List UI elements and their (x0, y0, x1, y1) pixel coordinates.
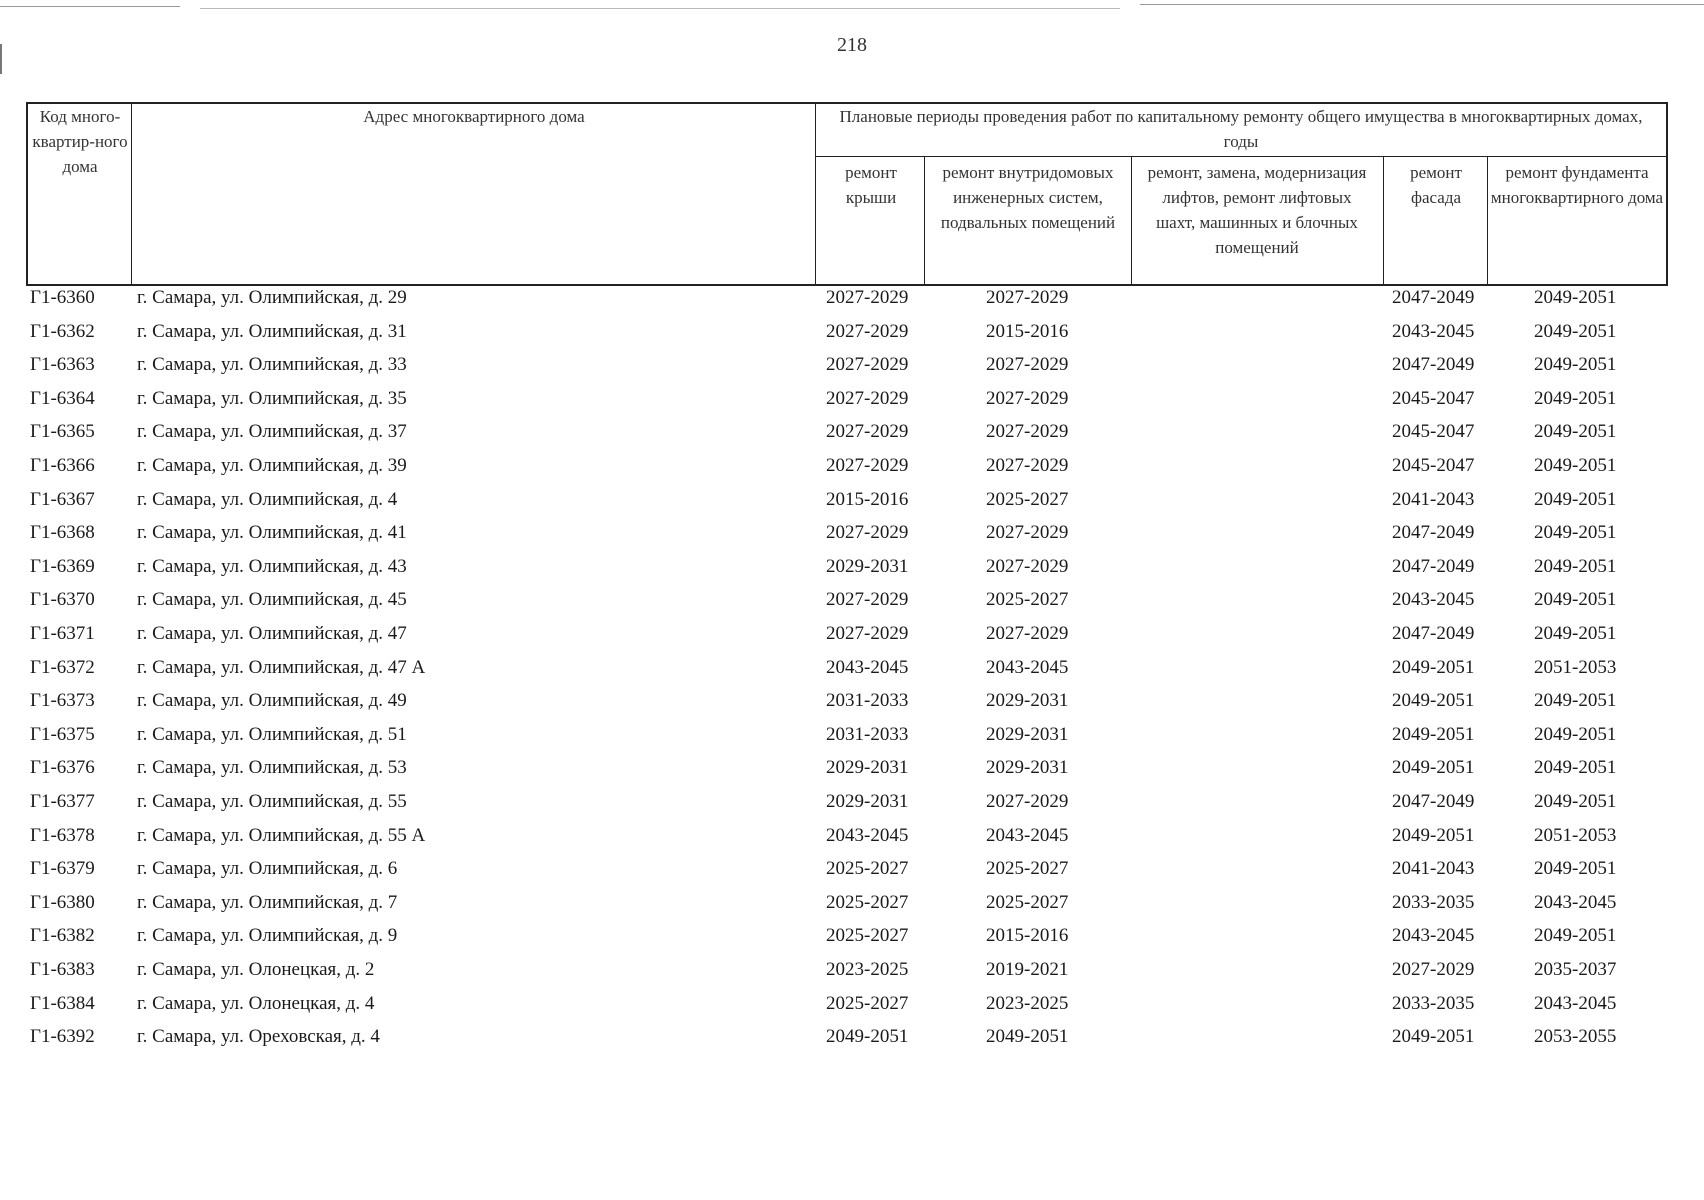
cell-code: Г1-6382 (30, 925, 95, 947)
cell-facade: 2041-2043 (1392, 858, 1475, 880)
cell-address: г. Самара, ул. Олимпийская, д. 37 (137, 421, 407, 443)
cell-roof: 2027-2029 (826, 354, 909, 376)
cell-roof: 2025-2027 (826, 858, 909, 880)
cell-facade: 2049-2051 (1392, 1026, 1475, 1048)
cell-address: г. Самара, ул. Олимпийская, д. 55 А (137, 824, 426, 846)
cell-facade: 2049-2051 (1392, 656, 1475, 678)
cell-address: г. Самара, ул. Ореховская, д. 4 (137, 1026, 380, 1048)
table-row (0, 521, 1704, 554)
cell-code: Г1-6368 (30, 522, 95, 544)
cell-roof: 2027-2029 (826, 589, 909, 611)
cell-foundation: 2049-2051 (1534, 757, 1617, 779)
table-row (0, 555, 1704, 588)
cell-address: г. Самара, ул. Олимпийская, д. 41 (137, 522, 407, 544)
cell-address: г. Самара, ул. Олимпийская, д. 47 (137, 623, 407, 644)
cell-code: Г1-6379 (30, 858, 95, 880)
cell-address: г. Самара, ул. Олимпийская, д. 39 (137, 455, 407, 476)
cell-systems: 2027-2029 (986, 623, 1069, 644)
cell-roof: 2025-2027 (826, 891, 909, 913)
cell-systems: 2019-2021 (986, 959, 1069, 980)
table-row (0, 924, 1704, 957)
cell-facade: 2047-2049 (1392, 522, 1475, 544)
cell-roof: 2031-2033 (826, 723, 909, 745)
cell-facade: 2043-2045 (1392, 320, 1475, 342)
header-divider-address (815, 102, 816, 286)
cell-facade: 2047-2049 (1392, 623, 1475, 644)
header-divider-roof (924, 156, 925, 286)
table-row (0, 622, 1704, 655)
header-divider-systems (1131, 156, 1132, 286)
table-row (0, 420, 1704, 453)
scan-line-top-middle (200, 8, 1120, 9)
table-row (0, 454, 1704, 487)
header-divider-lifts (1383, 156, 1384, 286)
cell-code: Г1-6377 (30, 791, 95, 812)
cell-address: г. Самара, ул. Олимпийская, д. 45 (137, 589, 407, 611)
cell-code: Г1-6362 (30, 320, 95, 342)
cell-foundation: 2049-2051 (1534, 791, 1617, 812)
cell-address: г. Самара, ул. Олимпийская, д. 35 (137, 387, 407, 409)
cell-systems: 2025-2027 (986, 488, 1069, 510)
header-roof: ремонт крыши (845, 163, 897, 207)
cell-foundation: 2049-2051 (1534, 387, 1617, 409)
cell-facade: 2045-2047 (1392, 455, 1475, 476)
scan-line-top-left (0, 6, 180, 7)
cell-code: Г1-6363 (30, 354, 95, 376)
cell-facade: 2047-2049 (1392, 791, 1475, 812)
cell-systems: 2043-2045 (986, 656, 1069, 678)
header-border-left (26, 102, 28, 286)
cell-foundation: 2049-2051 (1534, 455, 1617, 476)
cell-address: г. Самара, ул. Олонецкая, д. 4 (137, 992, 375, 1014)
table-row (0, 857, 1704, 890)
cell-address: г. Самара, ул. Олимпийская, д. 6 (137, 858, 398, 880)
table-row (0, 320, 1704, 353)
cell-roof: 2023-2025 (826, 959, 909, 980)
cell-foundation: 2049-2051 (1534, 421, 1617, 443)
cell-roof: 2029-2031 (826, 757, 909, 779)
cell-foundation: 2049-2051 (1534, 555, 1617, 577)
cell-address: г. Самара, ул. Олимпийская, д. 29 (137, 287, 407, 308)
cell-systems: 2029-2031 (986, 723, 1069, 745)
cell-facade: 2041-2043 (1392, 488, 1475, 510)
cell-systems: 2029-2031 (986, 690, 1069, 712)
cell-code: Г1-6365 (30, 421, 95, 443)
cell-address: г. Самара, ул. Олимпийская, д. 47 А (137, 656, 426, 678)
cell-code: Г1-6378 (30, 824, 95, 846)
cell-systems: 2027-2029 (986, 455, 1069, 476)
cell-code: Г1-6373 (30, 690, 95, 712)
table-row (0, 992, 1704, 1025)
cell-roof: 2025-2027 (826, 992, 909, 1014)
cell-address: г. Самара, ул. Олимпийская, д. 7 (137, 891, 398, 913)
cell-code: Г1-6360 (30, 287, 95, 308)
cell-facade: 2049-2051 (1392, 723, 1475, 745)
table-row (0, 588, 1704, 621)
header-lifts: ремонт, замена, модернизация лифтов, ремонт лифтовых шахт, машинных и блочных помещений (1147, 163, 1367, 257)
cell-roof: 2029-2031 (826, 791, 909, 812)
cell-facade: 2047-2049 (1392, 354, 1475, 376)
cell-facade: 2033-2035 (1392, 992, 1475, 1014)
cell-systems: 2027-2029 (986, 791, 1069, 812)
cell-address: г. Самара, ул. Олонецкая, д. 2 (137, 959, 375, 980)
cell-foundation: 2049-2051 (1534, 690, 1617, 712)
table-row (0, 1025, 1704, 1058)
cell-roof: 2043-2045 (826, 656, 909, 678)
cell-foundation: 2049-2051 (1534, 623, 1617, 644)
table-row (0, 387, 1704, 420)
cell-roof: 2029-2031 (826, 555, 909, 577)
cell-foundation: 2049-2051 (1534, 858, 1617, 880)
cell-address: г. Самара, ул. Олимпийская, д. 9 (137, 925, 398, 947)
table-row (0, 756, 1704, 789)
header-systems: ремонт внутридомовых инженерных систем, подвальных помещений (940, 163, 1116, 232)
cell-systems: 2049-2051 (986, 1026, 1069, 1048)
cell-foundation: 2049-2051 (1534, 723, 1617, 745)
scan-line-top-right (1140, 4, 1704, 5)
cell-roof: 2043-2045 (826, 824, 909, 846)
header-divider-code (131, 102, 132, 286)
cell-roof: 2027-2029 (826, 421, 909, 443)
table-row (0, 286, 1704, 319)
cell-code: Г1-6375 (30, 723, 95, 745)
cell-roof: 2027-2029 (826, 320, 909, 342)
table-row (0, 353, 1704, 386)
cell-systems: 2027-2029 (986, 421, 1069, 443)
cell-systems: 2015-2016 (986, 320, 1069, 342)
cell-systems: 2029-2031 (986, 757, 1069, 779)
cell-foundation: 2049-2051 (1534, 320, 1617, 342)
table-row (0, 824, 1704, 857)
cell-facade: 2049-2051 (1392, 757, 1475, 779)
cell-roof: 2027-2029 (826, 522, 909, 544)
cell-roof: 2027-2029 (826, 623, 909, 644)
cell-roof: 2027-2029 (826, 387, 909, 409)
cell-code: Г1-6367 (30, 488, 95, 510)
cell-facade: 2049-2051 (1392, 824, 1475, 846)
cell-foundation: 2043-2045 (1534, 992, 1617, 1014)
cell-roof: 2027-2029 (826, 287, 909, 308)
cell-systems: 2027-2029 (986, 522, 1069, 544)
cell-code: Г1-6364 (30, 387, 95, 409)
header-border-right (1666, 102, 1668, 286)
header-address: Адрес многоквартирного дома (363, 107, 585, 126)
cell-facade: 2045-2047 (1392, 387, 1475, 409)
cell-foundation: 2035-2037 (1534, 959, 1617, 980)
table-row (0, 891, 1704, 924)
cell-foundation: 2049-2051 (1534, 925, 1617, 947)
cell-systems: 2025-2027 (986, 589, 1069, 611)
cell-code: Г1-6376 (30, 757, 95, 779)
header-foundation: ремонт фундамента многоквартирного дома (1490, 163, 1664, 207)
cell-foundation: 2043-2045 (1534, 891, 1617, 913)
cell-roof: 2015-2016 (826, 488, 909, 510)
table-row (0, 656, 1704, 689)
cell-foundation: 2051-2053 (1534, 824, 1617, 846)
header-divider-periods (815, 156, 1668, 157)
cell-code: Г1-6392 (30, 1026, 95, 1048)
cell-foundation: 2049-2051 (1534, 488, 1617, 510)
cell-roof: 2031-2033 (826, 690, 909, 712)
cell-systems: 2025-2027 (986, 891, 1069, 913)
cell-foundation: 2049-2051 (1534, 589, 1617, 611)
cell-facade: 2047-2049 (1392, 287, 1475, 308)
cell-foundation: 2049-2051 (1534, 287, 1617, 308)
cell-systems: 2027-2029 (986, 287, 1069, 308)
table-row (0, 689, 1704, 722)
cell-address: г. Самара, ул. Олимпийская, д. 55 (137, 791, 407, 812)
table-row (0, 958, 1704, 991)
cell-foundation: 2053-2055 (1534, 1026, 1617, 1048)
cell-foundation: 2049-2051 (1534, 522, 1617, 544)
cell-address: г. Самара, ул. Олимпийская, д. 4 (137, 488, 398, 510)
cell-code: Г1-6366 (30, 455, 95, 476)
cell-code: Г1-6372 (30, 656, 95, 678)
cell-facade: 2033-2035 (1392, 891, 1475, 913)
cell-facade: 2043-2045 (1392, 925, 1475, 947)
cell-address: г. Самара, ул. Олимпийская, д. 53 (137, 757, 407, 779)
page-number: 218 (837, 34, 867, 56)
cell-code: Г1-6380 (30, 891, 95, 913)
cell-systems: 2027-2029 (986, 555, 1069, 577)
cell-address: г. Самара, ул. Олимпийская, д. 49 (137, 690, 407, 712)
cell-code: Г1-6371 (30, 623, 95, 644)
cell-systems: 2025-2027 (986, 858, 1069, 880)
cell-foundation: 2051-2053 (1534, 656, 1617, 678)
cell-facade: 2043-2045 (1392, 589, 1475, 611)
cell-address: г. Самара, ул. Олимпийская, д. 43 (137, 555, 407, 577)
table-row (0, 488, 1704, 521)
cell-code: Г1-6383 (30, 959, 95, 980)
header-code: Код много-квартир-ного дома (32, 107, 128, 176)
cell-code: Г1-6384 (30, 992, 95, 1014)
header-periods: Плановые периоды проведения работ по капитальному ремонту общего имущества в многоквартирных домах, годы (839, 107, 1643, 151)
cell-systems: 2015-2016 (986, 925, 1069, 947)
cell-facade: 2027-2029 (1392, 959, 1475, 980)
cell-systems: 2027-2029 (986, 387, 1069, 409)
cell-foundation: 2049-2051 (1534, 354, 1617, 376)
cell-facade: 2047-2049 (1392, 555, 1475, 577)
cell-facade: 2045-2047 (1392, 421, 1475, 443)
cell-address: г. Самара, ул. Олимпийская, д. 33 (137, 354, 407, 376)
cell-roof: 2025-2027 (826, 925, 909, 947)
cell-systems: 2027-2029 (986, 354, 1069, 376)
cell-address: г. Самара, ул. Олимпийская, д. 51 (137, 723, 407, 745)
cell-code: Г1-6370 (30, 589, 95, 611)
cell-roof: 2049-2051 (826, 1026, 909, 1048)
table-header (26, 102, 1668, 286)
table-row (0, 723, 1704, 756)
cell-systems: 2023-2025 (986, 992, 1069, 1014)
table-row (0, 790, 1704, 823)
header-facade: ремонт фасада (1410, 163, 1462, 207)
cell-systems: 2043-2045 (986, 824, 1069, 846)
cell-facade: 2049-2051 (1392, 690, 1475, 712)
cell-address: г. Самара, ул. Олимпийская, д. 31 (137, 320, 407, 342)
cell-code: Г1-6369 (30, 555, 95, 577)
cell-roof: 2027-2029 (826, 455, 909, 476)
